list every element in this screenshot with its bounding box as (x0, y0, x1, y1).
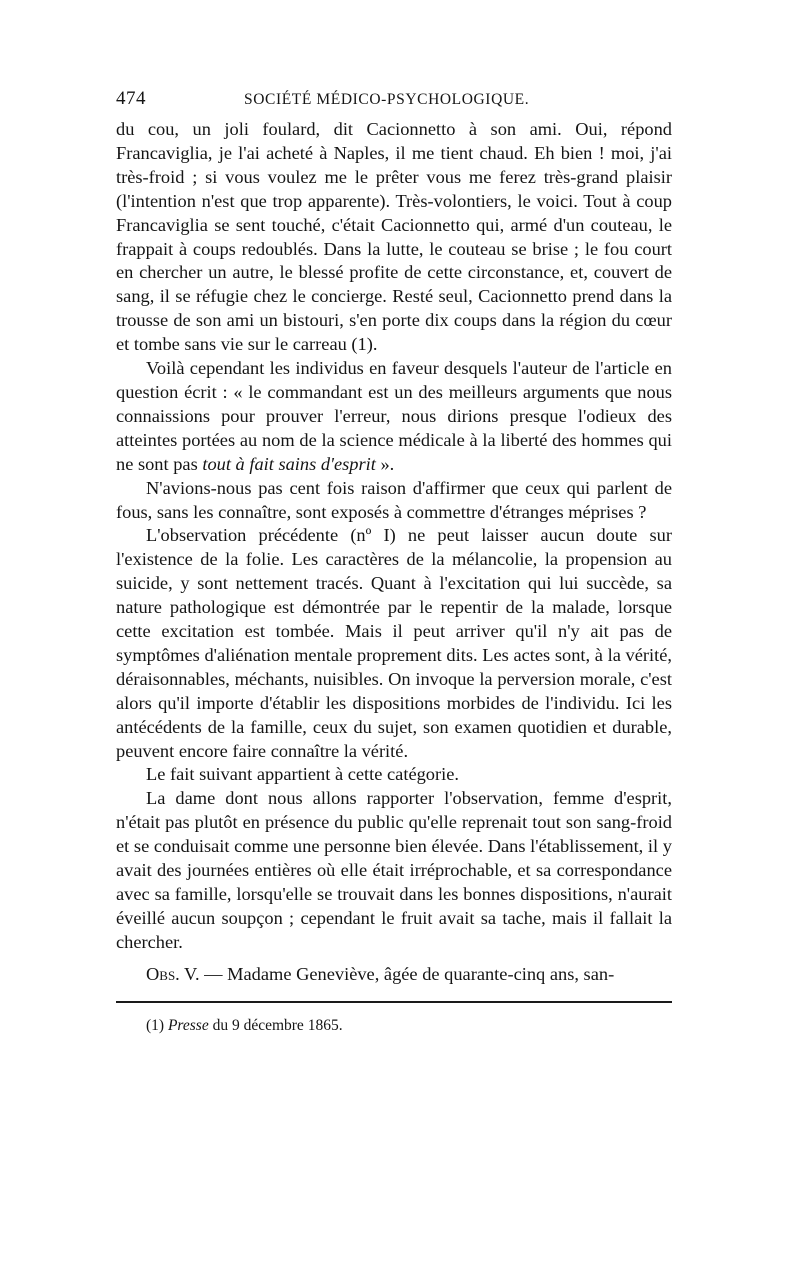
paragraph-2 (116, 357, 672, 477)
footnote (116, 1017, 672, 1035)
observation-text: — Madame Geneviève, âgée de quarante-cinq ans, san- (199, 963, 615, 984)
footnote-marker: (1) (146, 1016, 168, 1034)
page-header (116, 88, 672, 118)
paragraph-4: L'observation précédente (nº I) ne peut laisser aucun doute sur l'existence de la folie. Les caractères de la mélancolie, la propension au suicide, y sont nettement tracés. Quant à l'excitation qui lui succède, sa nature pathologique est démontrée par le repentir de la malade, lorsque cette excitation est tombée. Mais il peut arriver qu'il n'y ait pas de symptômes d'aliénation mentale proprement dits. Les actes sont, à la vérité, déraisonnables, méchants, nuisibles. On invoque la perversion morale, c'est alors qu'il importe d'établir les dispositions morbides de l'individu. Ici les antécédents de la famille, ceux du sujet, son examen quotidien et durable, peuvent encore faire connaître la vérité. (116, 525, 672, 761)
running-head: SOCIÉTÉ MÉDICO-PSYCHOLOGIQUE. (244, 91, 530, 108)
observation-heading (116, 963, 672, 987)
paragraph-2-text: Voilà cependant les individus en faveur desquels l'auteur de l'article en question écrit : « le commandant est un des meilleurs arguments que nous connaissions pour prouver l'erreur, nous dirions presque l'odieux des atteintes portées au nom de la science médicale à la liberté des hommes qui ne sont pas (116, 358, 672, 474)
paragraph-1: du cou, un joli foulard, dit Cacionnetto à son ami. Oui, répond Francaviglia, je l'ai acheté à Naples, il me tient chaud. Eh bien ! moi, j'ai très-froid ; si vous voulez me le prêter vous me ferez très-grand plaisir (l'intention n'est que trop apparente). Très-volontiers, le voici. Tout à coup Francaviglia se sent touché, c'était Cacionnetto qui, armé d'un couteau, le frappait à coups redoublés. Dans la lutte, le couteau se brise ; le fou court en chercher un autre, le blessé profite de cette circonstance, et, couvert de sang, il se réfugie chez le concierge. Resté seul, Cacionnetto prend dans la trousse de son ami un bistouri, s'en porte dix coups dans la région du cœur et tombe sans vie sur le carreau (1). (116, 119, 672, 355)
page-number: 474 (116, 88, 146, 109)
paragraph-2-italic: tout à fait sains d'esprit (202, 453, 376, 474)
book-page (116, 88, 672, 1035)
body-text (116, 118, 672, 987)
paragraph-3: N'avions-nous pas cent fois raison d'affirmer que ceux qui parlent de fous, sans les connaître, sont exposés à commettre d'étranges méprises ? (116, 477, 672, 522)
footnote-divider (116, 1001, 672, 1003)
observation-label: Obs. V. (146, 963, 200, 984)
paragraph-5: Le fait suivant appartient à cette catégorie. (146, 764, 459, 785)
footnote-date: du 9 décembre 1865. (208, 1016, 343, 1034)
footnote-source: Presse (167, 1016, 209, 1034)
paragraph-2-end: ». (375, 453, 395, 474)
paragraph-6: La dame dont nous allons rapporter l'observation, femme d'esprit, n'était pas plutôt en présence du public qu'elle reprenait tout son sang-froid et se conduisait comme une personne bien élevée. Dans l'établissement, il y avait des journées entières où elle était irréprochable, et sa correspondance avec sa famille, lorsqu'elle se trouvait dans les bonnes dispositions, n'aurait éveillé aucun soupçon ; cependant le fruit avait sa tache, mais il fallait la chercher. (116, 788, 672, 952)
